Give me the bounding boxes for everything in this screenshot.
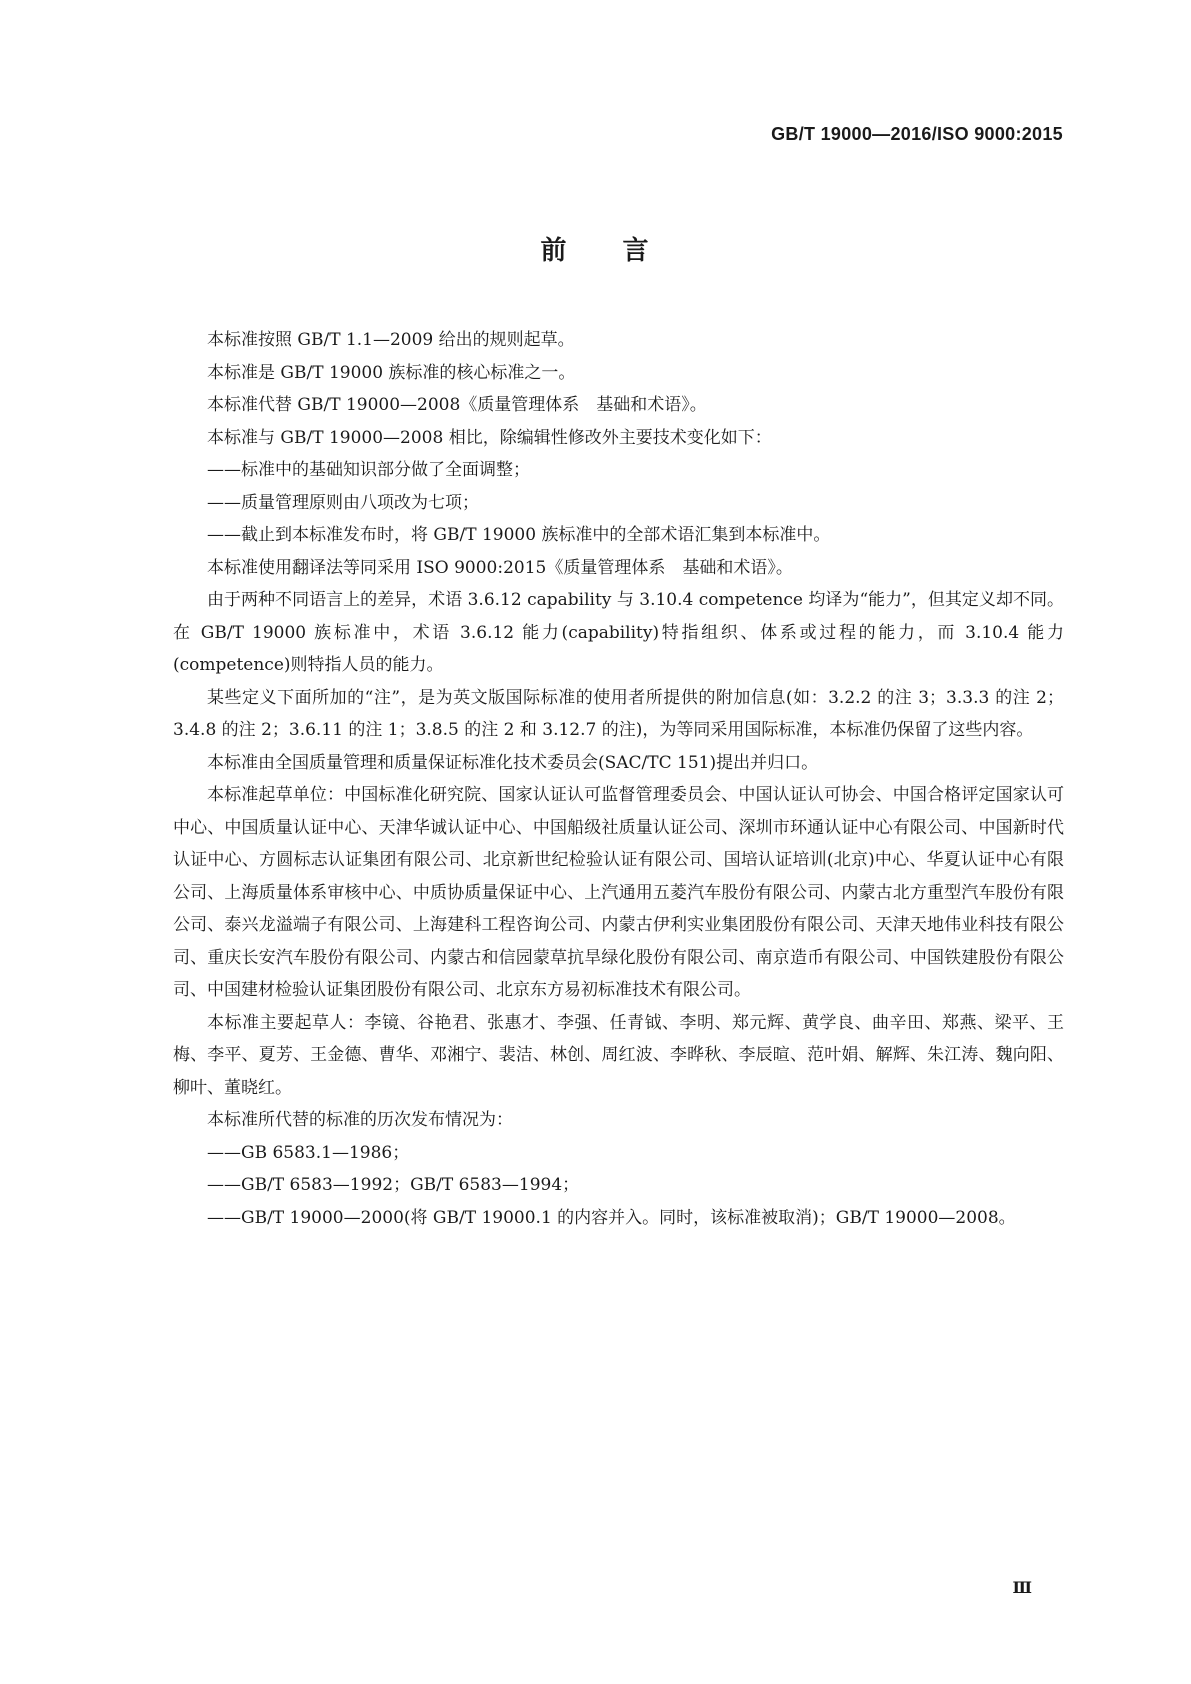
list-item-change-1: ——标准中的基础知识部分做了全面调整；	[207, 460, 530, 480]
paragraph-replaces: 本标准代替 GB/T 19000—2008《质量管理体系 基础和术语》。	[207, 395, 707, 415]
paragraph-drafting-units: 本标准起草单位：中国标准化研究院、国家认证认可监督管理委员会、中国认证认可协会、中国合格评定国家认可中心、中国质量认证中心、天津华诚认证中心、中国船级社质量认证公司、深圳市环通认证中心有限公司、中国新时代认证中心、方圆标志认证集团有限公司、北京新世纪检验认证有限公司、国培认证培训(北京)中心、华夏认证中心有限公司、上海质量体系审核中心、中质协质量保证中心、上汽通用五菱汽车股份有限公司、内蒙古北方重型汽车股份有限公司、泰兴龙溢端子有限公司、上海建科工程咨询公司、内蒙古伊利实业集团股份有限公司、天津天地伟业科技有限公司、重庆长安汽车股份有限公司、内蒙古和信园蒙草抗旱绿化股份有限公司、南京造币有限公司、中国铁建股份有限公司、中国建材检验认证集团股份有限公司、北京东方易初标准技术有限公司。	[173, 785, 1064, 1000]
title-char-1: 前	[540, 236, 569, 266]
page-number: Ⅲ	[1012, 1578, 1031, 1597]
list-item-history-2: ——GB/T 6583—1992；GB/T 6583—1994；	[207, 1175, 580, 1195]
paragraph-core-standard: 本标准是 GB/T 19000 族标准的核心标准之一。	[207, 362, 576, 383]
list-item-history-3: ——GB/T 19000—2000(将 GB/T 19000.1 的内容并入。同时，该标准被取消)；GB/T 19000—2008。	[207, 1207, 1016, 1228]
paragraph-changes-intro: 本标准与 GB/T 19000—2008 相比，除编辑性修改外主要技术变化如下：	[207, 427, 772, 448]
foreword-body	[173, 324, 1064, 1234]
paragraph-term-difference: 由于两种不同语言上的差异，术语 3.6.12 capability 与 3.10.4 competence 均译为“能力”，但其定义却不同。在 GB/T 19000 族标准中，术语 3.6.12 能力(capability)特指组织、体系或过程的能力，而 3.10.4 能力(competence)则特指人员的能力。	[173, 590, 1064, 675]
page-title	[0, 230, 1191, 267]
title-char-2: 言	[622, 236, 651, 266]
paragraph-translation: 本标准使用翻译法等同采用 ISO 9000:2015《质量管理体系 基础和术语》。	[207, 557, 793, 578]
list-item-history-1: ——GB 6583.1—1986；	[207, 1142, 410, 1163]
paragraph-drafting-rules: 本标准按照 GB/T 1.1—2009 给出的规则起草。	[207, 330, 575, 350]
paragraph-drafters: 本标准主要起草人：李镜、谷艳君、张惠才、李强、任青钺、李明、郑元辉、黄学良、曲辛田、郑燕、梁平、王梅、李平、夏芳、王金德、曹华、邓湘宁、裴洁、林创、周红波、李晔秋、李辰暄、范叶娟、解辉、朱江涛、魏向阳、柳叶、董晓红。	[173, 1012, 1064, 1098]
list-item-change-3: ——截止到本标准发布时，将 GB/T 19000 族标准中的全部术语汇集到本标准中。	[207, 525, 831, 545]
paragraph-committee: 本标准由全国质量管理和质量保证标准化技术委员会(SAC/TC 151)提出并归口。	[207, 752, 819, 773]
paragraph-history-intro: 本标准所代替的标准的历次发布情况为：	[207, 1110, 513, 1130]
paragraph-notes: 某些定义下面所加的“注”，是为英文版国际标准的使用者所提供的附加信息(如：3.2.2 的注 3；3.3.3 的注 2；3.4.8 的注 2；3.6.11 的注 1；3.8.5 的注 2 和 3.12.7 的注)，为等同采用国际标准，本标准仍保留了这些内容。	[173, 687, 1064, 740]
standard-code: GB/T 19000—2016/ISO 9000:2015	[771, 124, 1063, 144]
list-item-change-2: ——质量管理原则由八项改为七项；	[207, 492, 479, 513]
